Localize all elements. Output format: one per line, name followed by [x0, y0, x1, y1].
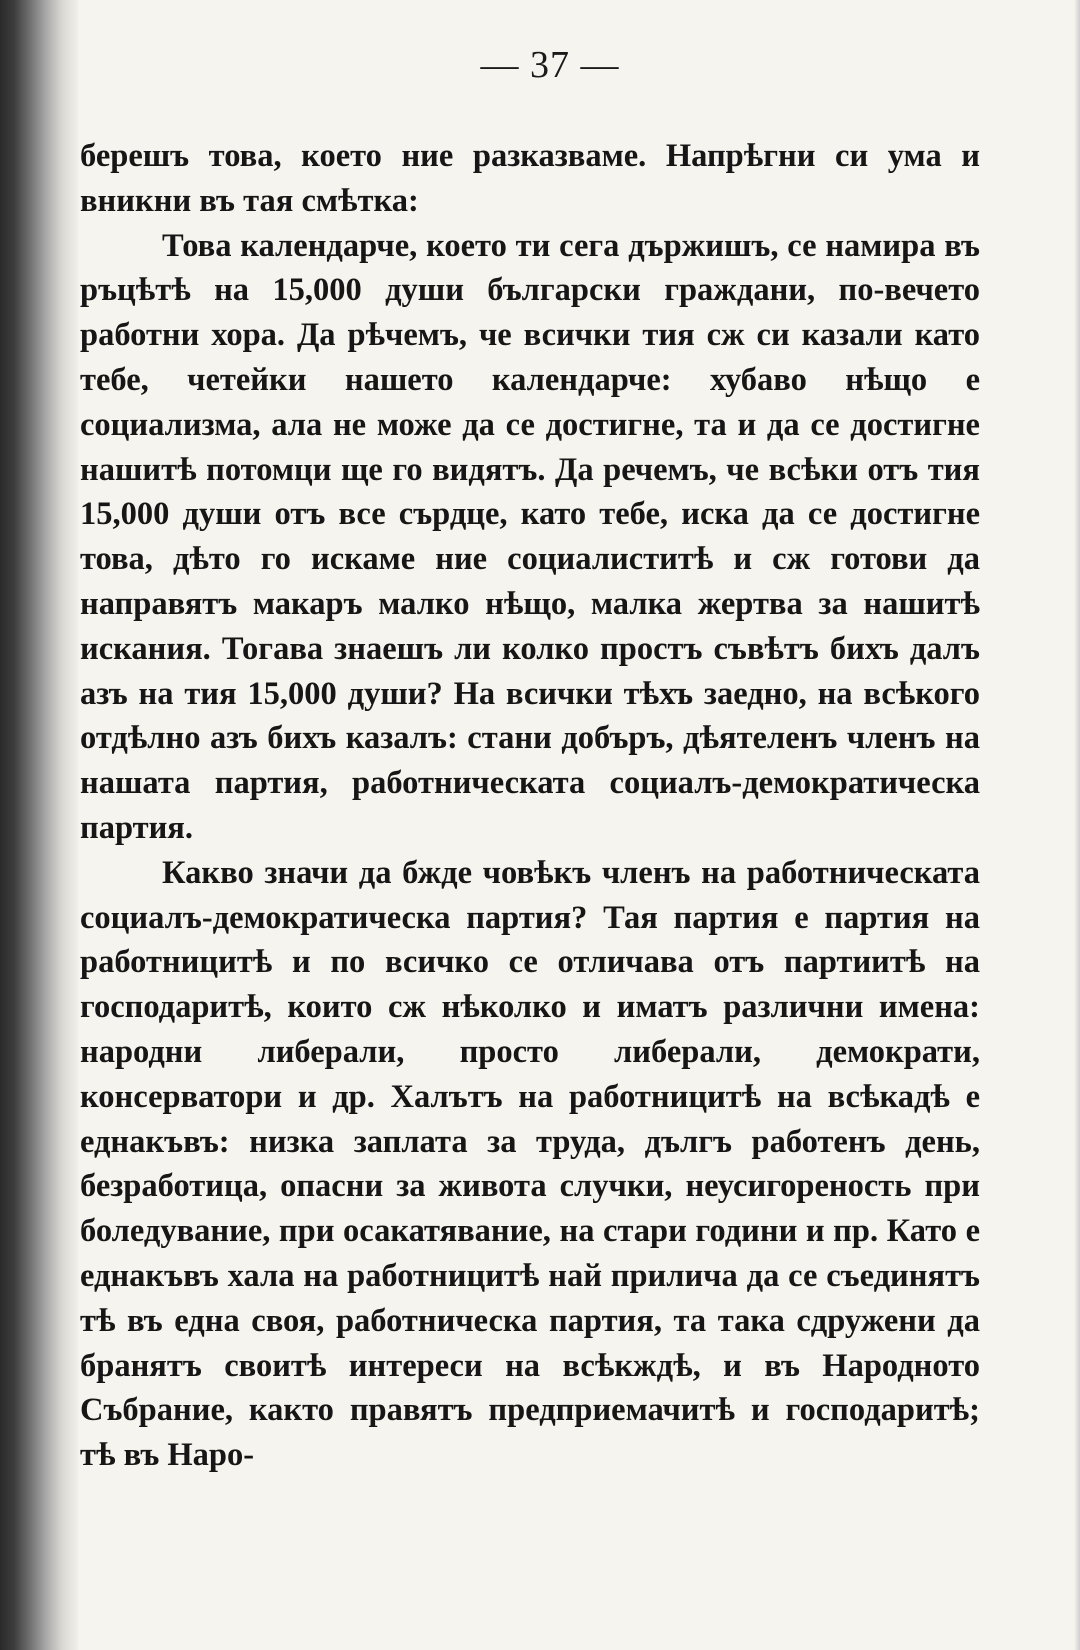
paragraph-party-member: Какво значи да бжде човѣкъ членъ на работническата социалъ-демократическа партия? Тая партия е партия на работницитѣ и по всичко се отличава отъ партиитѣ на господаритѣ, които сж нѣколко и иматъ различни имена: народни либерали, просто либерали, демократи, консерватори и др. Халътъ на работницитѣ на всѣкадѣ е еднакъвъ: низка заплата за труда, дългъ работенъ день, безработица, опасни за живота случки, неусигореность при боледувание, при осакатявание, на стари години и пр. Като е еднакъвъ хала на работницитѣ най прилича да се съединятъ тѣ въ една своя, работническа партия, та така сдружени да бранятъ своитѣ интереси на всѣкждѣ, и въ Народното Събрание, както правятъ предприемачитѣ и господаритѣ; тѣ въ Наро-: [80, 854, 980, 1474]
page-edge: [1074, 0, 1080, 1650]
paragraph-calendar: Това календарче, което ти сега държишъ, се намира въ ръцѣтѣ на 15,000 души български граждани, по-вечето работни хора. Да рѣчемъ, че всички тия сж си казали като тебе, четейки нашето календарче: хубаво нѣщо е социализма, ала не може да се достигне, та и да се достигне нашитѣ потомци ще го видятъ. Да речемъ, че всѣки отъ тия 15,000 души отъ все сърдце, като тебе, иска да се достигне това, дѣто го искаме ние социалиститѣ и сж готови да направятъ макаръ малко нѣщо, малка жертва за нашитѣ искания. Тогава знаешъ ли колко простъ съвѣтъ бихъ далъ азъ на тия 15,000 души? На всички тѣхъ заедно, на всѣкого отдѣлно азъ бихъ казалъ: стани добъръ, дѣятеленъ членъ на нашата партия, работническата социалъ-демократическа партия.: [80, 227, 980, 846]
page-number: — 37 —: [480, 44, 620, 86]
paragraph-continuation: берешъ това, което ние разказваме. Напрѣгни си ума и вникни въ тая смѣтка:: [80, 138, 980, 219]
body-text: [80, 134, 980, 1478]
book-binding-shadow: [0, 0, 78, 1650]
page-content: [80, 40, 980, 1630]
